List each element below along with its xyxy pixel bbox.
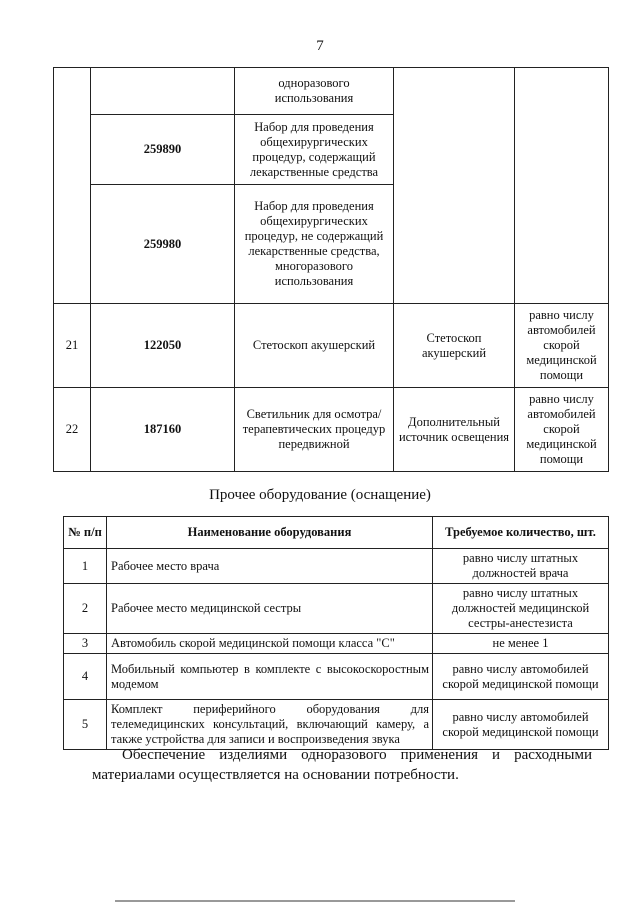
header-num: № п/п: [64, 517, 107, 549]
table-row: [64, 549, 609, 584]
qty-cell: равно числу автомобилей скорой медицинской помощи: [433, 700, 609, 750]
type-cell: Дополнительный источник освещения: [394, 388, 515, 472]
code-cell: [91, 68, 235, 115]
code-cell: 187160: [91, 388, 235, 472]
name-cell: Светильник для осмотра/терапевтических процедур передвижной: [235, 388, 394, 472]
header-qty: Требуемое количество, шт.: [433, 517, 609, 549]
table-row: [64, 654, 609, 700]
row-number: 22: [54, 388, 91, 472]
row-number: 5: [64, 700, 107, 750]
qty-cell: равно числу автомобилей скорой медицинской помощи: [515, 304, 609, 388]
name-cell: Набор для проведения общехирургических процедур, содержащий лекарственные средства: [235, 115, 394, 185]
header-name: Наименование оборудования: [107, 517, 433, 549]
table-row: [64, 700, 609, 750]
row-number: 4: [64, 654, 107, 700]
row-number: [54, 68, 91, 304]
name-cell: Мобильный компьютер в комплекте с высокоскоростным модемом: [107, 654, 433, 700]
row-number: 1: [64, 549, 107, 584]
qty-cell: равно числу штатных должностей медицинской сестры-анестезиста: [433, 584, 609, 634]
equipment-table: [53, 67, 609, 472]
type-cell: Стетоскоп акушерский: [394, 304, 515, 388]
row-number: 2: [64, 584, 107, 634]
table-row: [54, 68, 609, 115]
name-cell: Автомобиль скорой медицинской помощи класса "С": [107, 634, 433, 654]
table-header-row: [64, 517, 609, 549]
name-cell: Набор для проведения общехирургических процедур, не содержащий лекарственные средства, многоразового использования: [235, 185, 394, 304]
footer-note: Обеспечение изделиями одноразового применения и расходными материалами осуществляется на основании потребности.: [92, 747, 592, 783]
qty-cell: равно числу автомобилей скорой медицинской помощи: [433, 654, 609, 700]
table-row: [64, 634, 609, 654]
qty-cell: равно числу автомобилей скорой медицинской помощи: [515, 388, 609, 472]
code-cell: 259980: [91, 185, 235, 304]
qty-cell: не менее 1: [433, 634, 609, 654]
row-number: 3: [64, 634, 107, 654]
code-cell: 122050: [91, 304, 235, 388]
table-row: [54, 304, 609, 388]
page-number: 7: [316, 38, 324, 54]
name-cell: Рабочее место медицинской сестры: [107, 584, 433, 634]
other-equipment-table: [63, 516, 609, 750]
name-cell: Комплект периферийного оборудования для телемедицинских консультаций, включающий камеру, а также устройства для записи и воспроизведения звука: [107, 700, 433, 750]
code-cell: 259890: [91, 115, 235, 185]
type-cell: [394, 68, 515, 304]
name-cell: Стетоскоп акушерский: [235, 304, 394, 388]
row-number: 21: [54, 304, 91, 388]
section-title: Прочее оборудование (оснащение): [209, 487, 431, 503]
table-row: [64, 584, 609, 634]
table-row: [54, 388, 609, 472]
qty-cell: [515, 68, 609, 304]
name-cell: Рабочее место врача: [107, 549, 433, 584]
qty-cell: равно числу штатных должностей врача: [433, 549, 609, 584]
name-cell: одноразового использования: [235, 68, 394, 115]
scan-edge-line: [115, 900, 515, 902]
